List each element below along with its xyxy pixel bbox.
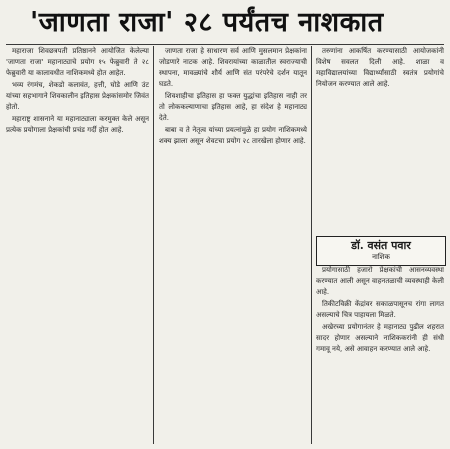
headline: 'जाणता राजा' २८ पर्यंतच नाशकात [30, 7, 384, 38]
article-column-1 [6, 46, 149, 446]
author-place: नाशिक [372, 253, 390, 261]
headline-rule [6, 44, 444, 45]
column-divider [153, 46, 154, 444]
article-column-3 [316, 46, 444, 130]
column-paragraph: जाणता राजा हे साधारण सर्व आणि मुसलमान प्रेक्षकांना जोडणारे नाटक आहे. शिवरायांच्या काळातील स्वराज्याची स्थापना, मावळ्यांचे शौर्य आणि संत परंपरेचे दर्शन यातून घडते. [159, 47, 307, 88]
author-name: डॉ. वसंत पवार [351, 239, 411, 252]
column-paragraph: तिकीटविक्री केंद्रांवर सकाळपासूनच रांगा लागत असल्याचे चित्र पाहायला मिळते. [316, 300, 444, 319]
column-paragraph: शिवशाहीचा इतिहास हा फक्त युद्धांचा इतिहास नाही तर तो लोककल्याणाचा इतिहास आहे, हा संदेश हे महानाट्य देते. [159, 92, 307, 122]
column-paragraph: महाराजा शिवछत्रपती प्रतिष्ठानने आयोजित केलेल्या 'जाणता राजा' महानाट्याचे प्रयोग १५ फेब्रुवारी ते २८ फेब्रुवारी या कालावधीत नाशिकमध्ये होत आहेत. [6, 47, 149, 77]
column-paragraph: तरुणांना आकर्षित करण्यासाठी आयोजकांनी विशेष सवलत दिली आहे. शाळा व महाविद्यालयांच्या विद्यार्थ्यांसाठी स्वतंत्र प्रयोगांचे नियोजन करण्यात आले आहे. [316, 47, 444, 88]
author-byline-box [316, 236, 446, 266]
column-divider [311, 46, 312, 444]
column-paragraph: महाराष्ट्र शासनाने या महानाट्याला करमुक्त केले असून प्रत्येक प्रयोगाला प्रेक्षकांची प्रचंड गर्दी होत आहे. [6, 115, 149, 134]
column-paragraph: बाबा व ते नेतृत्व यांच्या प्रयत्नांमुळे हा प्रयोग नाशिकमध्ये शक्य झाला असून शेवटचा प्रयोग २८ तारखेला होणार आहे. [159, 126, 307, 145]
column-paragraph: अखेरच्या प्रयोगानंतर हे महानाट्य पुढील शहरात सादर होणार असल्याने नाशिककरांनी ही संधी गमावू नये, असे आवाहन करण्यात आले आहे. [316, 323, 444, 353]
article-column-3-continued [316, 265, 444, 445]
article-column-2 [159, 46, 307, 446]
column-paragraph: प्रयोगासाठी हजारो प्रेक्षकांची आसनव्यवस्था करण्यात आली असून वाहनतळाची व्यवस्थाही केली आहे. [316, 266, 444, 296]
column-paragraph: भव्य रंगमंच, शेकडो कलावंत, हत्ती, घोडे आणि उंट यांच्या सहभागाने शिवकालीन इतिहास प्रेक्षकांसमोर जिवंत होतो. [6, 81, 149, 111]
